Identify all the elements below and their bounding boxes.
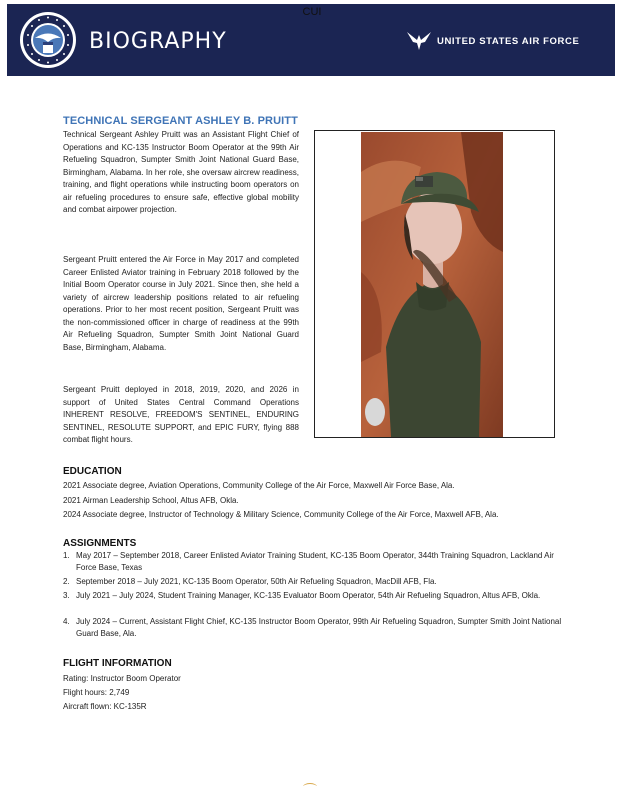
portrait-image xyxy=(361,132,503,437)
assignment-number: 4. xyxy=(63,617,70,626)
assignment-item xyxy=(63,550,563,574)
assignment-number: 1. xyxy=(63,551,70,560)
brand-wordmark: UNITED STATES AIR FORCE xyxy=(437,36,580,47)
portrait-photo xyxy=(314,130,555,438)
bio-paragraph: Sergeant Pruitt entered the Air Force in May 2017 and completed Career Enlisted Aviator training in February 2018 followed by the Initial Boom Operator course in July 2021. Since then, she held a variety of aircrew leadership positions related to air refueling operations. Prior to her most recent position, Sergeant Pruitt was the non-commissioned officer in charge of readiness at the 99th Air Refueling Squadron, Sumpter Smith Joint National Guard Base, Birmingham, Alabama. xyxy=(63,255,299,352)
air-force-seal-icon xyxy=(19,11,77,69)
assignment-text: July 2021 – July 2024, Student Training Manager, KC-135 Evaluator Boom Operator, 54th Air Refueling Squadron, Altus AFB, Okla. xyxy=(76,591,541,600)
assignment-item xyxy=(63,616,563,640)
air-force-symbol-icon xyxy=(406,31,432,51)
education-heading: EDUCATION xyxy=(63,466,122,477)
assignment-text: July 2024 – Current, Assistant Flight Chief, KC-135 Instructor Boom Operator, 99th Air Refueling Squadron, Sumpter Smith Joint National Guard Base, Ala. xyxy=(76,617,562,638)
cui-marking: CUI xyxy=(302,6,322,18)
assignment-number: 3. xyxy=(63,591,70,600)
page-title: BIOGRAPHY xyxy=(89,29,227,54)
bio-paragraph: Technical Sergeant Ashley Pruitt was an Assistant Flight Chief of Operations and KC-135 Instructor Boom Operator at the 99th Air Refueling Squadron, Sumpter Smith Joint National Guard Base, Birmingham, Alabama. In her role, she oversaw aircrew readiness, training, and flight operations while instructing boom operators on air refueling procedures to ensure safe, effective global mobility and combat airpower projection. xyxy=(63,130,299,214)
education-item: 2021 Airman Leadership School, Altus AFB, Okla. xyxy=(63,496,239,505)
bio-paragraph: Sergeant Pruitt deployed in 2018, 2019, 2020, and 2026 in support of United States Central Command Operations INHERENT RESOLVE, FREEDOM'S SENTINEL, ENDURING SENTINEL, RESOLUTE SUPPORT, and EPIC FURY, flying 888 combat flight hours. xyxy=(63,385,299,444)
education-item: 2021 Associate degree, Aviation Operations, Community College of the Air Force, Maxwell Air Force Base, Ala. xyxy=(63,481,455,490)
assignment-number: 2. xyxy=(63,577,70,586)
assignments-heading: ASSIGNMENTS xyxy=(63,538,137,549)
assignment-text: May 2017 – September 2018, Career Enlisted Aviator Training Student, KC-135 Boom Operator, 344th Training Squadron, Lackland Air Force Base, Texas xyxy=(76,551,554,572)
education-item: 2024 Associate degree, Instructor of Technology & Military Science, Community College of the Air Force, Maxwell AFB, Ala. xyxy=(63,510,499,519)
assignment-item xyxy=(63,590,563,602)
assignment-text: September 2018 – July 2021, KC-135 Boom Operator, 50th Air Refueling Squadron, MacDill AFB, Fla. xyxy=(76,577,437,586)
flight-info-heading: FLIGHT INFORMATION xyxy=(63,658,172,669)
aircraft-flown: Aircraft flown: KC-135R xyxy=(63,702,147,711)
assignment-item xyxy=(63,576,563,588)
flight-rating: Rating: Instructor Boom Operator xyxy=(63,674,181,683)
member-name: TECHNICAL SERGEANT ASHLEY B. PRUITT xyxy=(63,115,298,127)
flight-hours: Flight hours: 2,749 xyxy=(63,688,130,697)
